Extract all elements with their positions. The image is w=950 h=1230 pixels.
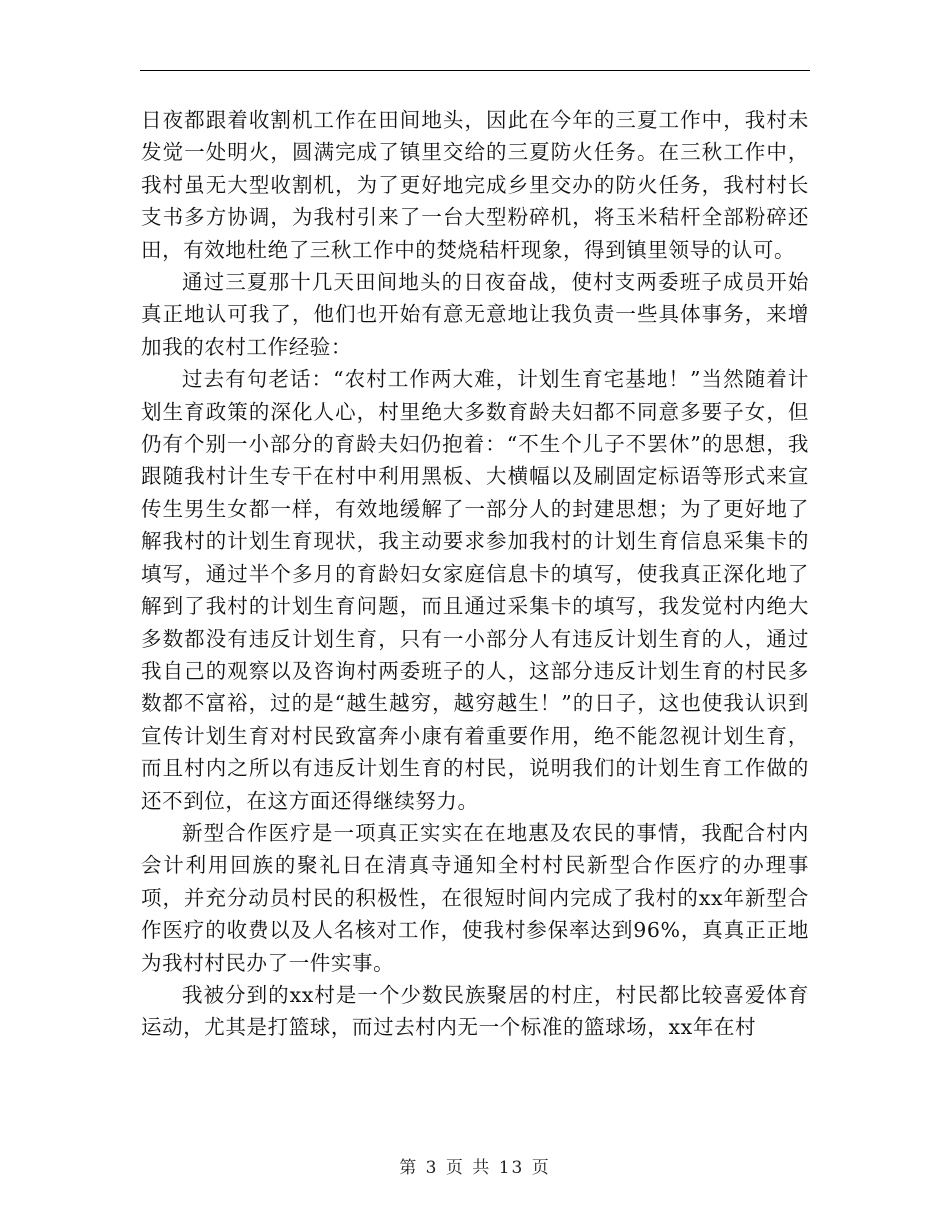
header-rule: [140, 70, 810, 71]
body-text: [141, 104, 809, 1044]
page-footer: 第 3 页 共 13 页: [399, 1158, 551, 1178]
paragraph-3: 过去有句老话：“农村工作两大难，计划生育宅基地！”当然随着计划生育政策的深化人心，村里绝大多数育龄夫妇都不同意多要子女，但仍有个别一小部分的育龄夫妇仍抱着：“不生个儿子不罢休”的思想，我跟随我村计生专干在村中利用黑板、大横幅以及刷固定标语等形式来宣传生男生女都一样，有效地缓解了一部分人的封建思想；为了更好地了解我村的计划生育现状，我主动要求参加我村的计划生育信息采集卡的填写，通过半个多月的育龄妇女家庭信息卡的填写，使我真正深化地了解到了我村的计划生育问题，而且通过采集卡的填写，我发觉村内绝大多数都没有违反计划生育，只有一小部分人有违反计划生育的人，通过我自己的观察以及咨询村两委班子的人，这部分违反计划生育的村民多数都不富裕，过的是“越生越穷，越穷越生！”的日子，这也使我认识到宣传计划生育对村民致富奔小康有着重要作用，绝不能忽视计划生育，而且村内之所以有违反计划生育的村民，说明我们的计划生育工作做的还不到位，在这方面还得继续努力。: [141, 367, 809, 813]
paragraph-1: 日夜都跟着收割机工作在田间地头，因此在今年的三夏工作中，我村未发觉一处明火，圆满完成了镇里交给的三夏防火任务。在三秋工作中，我村虽无大型收割机，为了更好地完成乡里交办的防火任务，我村村长支书多方协调，为我村引来了一台大型粉碎机，将玉米秸杆全部粉碎还田，有效地杜绝了三秋工作中的焚烧秸杆现象，得到镇里领导的认可。: [141, 108, 809, 262]
paragraph-2: 通过三夏那十几天田间地头的日夜奋战，使村支两委班子成员开始真正地认可我了，他们也开始有意无意地让我负责一些具体事务，来增加我的农村工作经验：: [141, 270, 809, 359]
paragraph-4: 新型合作医疗是一项真正实实在在地惠及农民的事情，我配合村内会计利用回族的聚礼日在清真寺通知全村村民新型合作医疗的办理事项，并充分动员村民的积极性，在很短时间内完成了我村的xx年新型合作医疗的收费以及人名核对工作，使我村参保率达到96%，真真正正地为我村村民办了一件实事。: [141, 820, 809, 975]
paragraph-5: 我被分到的xx村是一个少数民族聚居的村庄，村民都比较喜爱体育运动，尤其是打篮球，而过去村内无一个标准的篮球场，xx年在村: [141, 982, 809, 1040]
